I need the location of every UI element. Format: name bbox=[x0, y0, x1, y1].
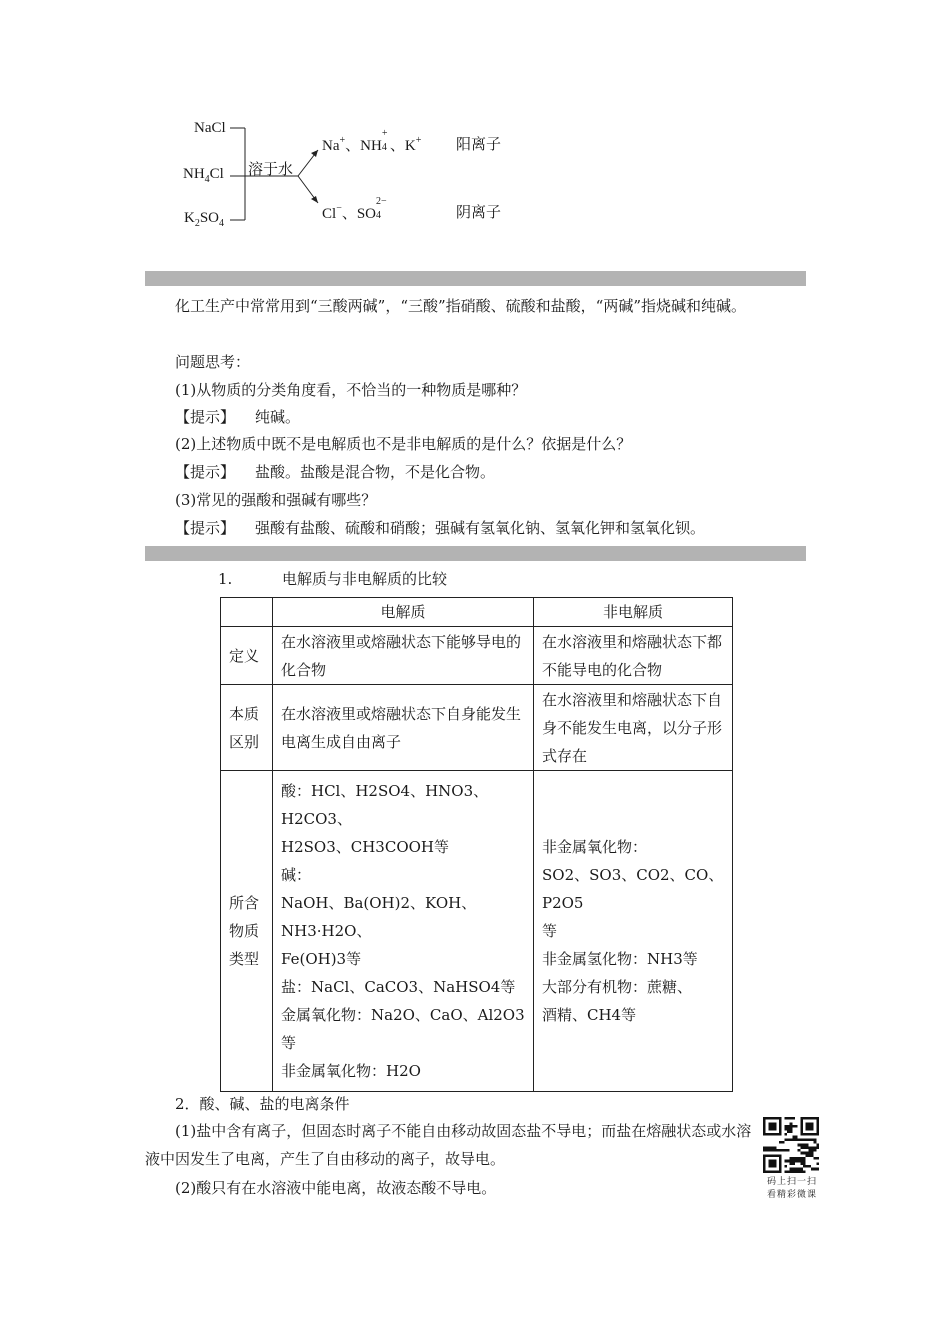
type-line: 等 bbox=[542, 922, 558, 940]
process-label: 溶于水 bbox=[248, 160, 294, 178]
reactant-k2so4 bbox=[184, 210, 224, 227]
separator: 、 bbox=[389, 138, 405, 154]
na-charge: + bbox=[339, 135, 346, 146]
so-text: SO bbox=[199, 210, 220, 226]
row-label-essence: 本质区别 bbox=[221, 685, 273, 771]
header-nonelectrolyte: 非电解质 bbox=[534, 598, 733, 627]
table-header-row bbox=[221, 598, 733, 627]
type-line: 非金属氧化物：H2O bbox=[281, 1062, 421, 1080]
types-electrolyte-list bbox=[281, 777, 525, 1085]
nh4-subscript: 4 bbox=[204, 174, 210, 185]
paragraph-text: (1)盐中含有离子，但固态时离子不能自由移动故固态盐不导电；而盐在熔融状态或水溶液中因发生了电离，产生了自由移动的离子，故导电。 bbox=[145, 1122, 752, 1168]
table-corner-cell bbox=[221, 598, 273, 627]
intro-paragraph bbox=[145, 292, 810, 320]
cl-charge: − bbox=[336, 203, 342, 214]
nh4-sub: 4 bbox=[381, 142, 387, 153]
nh4-indices bbox=[381, 128, 390, 153]
so4-charge: 2− bbox=[376, 196, 387, 207]
definition-electrolyte: 在水溶液里或熔融状态下能够导电的化合物 bbox=[273, 627, 534, 685]
section-1-title: 电解质与非电解质的比较 bbox=[282, 570, 448, 588]
section-1-number: 1. bbox=[218, 570, 233, 588]
type-line: 酒精、CH4等 bbox=[542, 1006, 637, 1024]
comparison-table bbox=[220, 597, 733, 1092]
anion-label: 阴离子 bbox=[456, 203, 502, 221]
cl-text: Cl bbox=[209, 166, 224, 182]
hint-tag: 【提示】 bbox=[175, 408, 236, 426]
section-divider bbox=[145, 546, 806, 561]
answer-text: 强酸有盐酸、硫酸和硝酸；强碱有氢氧化钠、氢氧化钾和氢氧化钡。 bbox=[255, 519, 706, 537]
row-label-types: 所含物质类型 bbox=[221, 771, 273, 1092]
type-line: NaOH、Ba(OH)2、KOH、NH3·H2O、 bbox=[281, 894, 477, 940]
answer-text: 盐酸。盐酸是混合物，不是化合物。 bbox=[255, 463, 496, 481]
table-row-types bbox=[221, 771, 733, 1092]
k-ion: K bbox=[404, 138, 416, 154]
answer-2 bbox=[175, 462, 495, 482]
section-2-title: 2．酸、碱、盐的电离条件 bbox=[175, 1095, 350, 1113]
type-line: 酸：HCl、H2SO4、HNO3、H2CO3、 bbox=[281, 782, 489, 828]
type-line: 盐：NaCl、CaCO3、NaHSO4等 bbox=[281, 978, 516, 996]
reactant-nacl bbox=[194, 120, 226, 137]
nh4-ion: NH bbox=[360, 138, 382, 154]
intro-text: 化工生产中常常用到“三酸两碱”，“三酸”指硝酸、硫酸和盐酸，“两碱”指烧碱和纯碱。 bbox=[175, 297, 747, 315]
type-line: 大部分有机物：蔗糖、 bbox=[542, 978, 693, 996]
table-row-definition bbox=[221, 627, 733, 685]
separator: 、 bbox=[345, 138, 361, 154]
separator: 、 bbox=[341, 206, 357, 222]
type-line: 非金属氢化物：NH3等 bbox=[542, 950, 698, 968]
type-line: 金属氧化物：Na2O、CaO、Al2O3等 bbox=[281, 1006, 525, 1052]
section-2-paragraph-1 bbox=[145, 1117, 753, 1173]
qr-code-icon[interactable] bbox=[763, 1117, 819, 1173]
row-label-definition: 定义 bbox=[221, 627, 273, 685]
type-line: 非金属氧化物： bbox=[542, 838, 648, 856]
nacl-text: NaCl bbox=[194, 120, 226, 136]
qr-caption-line-1: 码上扫一扫 bbox=[766, 1177, 817, 1187]
k-charge: + bbox=[415, 135, 422, 146]
header-electrolyte: 电解质 bbox=[273, 598, 534, 627]
reactant-nh4cl bbox=[183, 166, 224, 183]
types-nonelectrolyte bbox=[534, 771, 733, 1092]
table-row-essence bbox=[221, 685, 733, 771]
essence-nonelectrolyte: 在水溶液里和熔融状态下自身不能发生电离，以分子形式存在 bbox=[534, 685, 733, 771]
nh4-charge: + bbox=[381, 128, 388, 139]
type-line: Fe(OH)3等 bbox=[281, 950, 362, 968]
cations-formula bbox=[322, 128, 422, 155]
question-1: (1)从物质的分类角度看，不恰当的一种物质是哪种？ bbox=[175, 381, 527, 399]
section-2-paragraph-2: (2)酸只有在水溶液中能电离，故液态酸不导电。 bbox=[175, 1179, 497, 1197]
types-electrolyte bbox=[273, 771, 534, 1092]
so4-subscript: 4 bbox=[219, 218, 225, 229]
nh-text: NH bbox=[183, 166, 205, 182]
types-nonelectrolyte-list bbox=[542, 833, 724, 1029]
type-line: H2SO3、CH3COOH等 bbox=[281, 838, 449, 856]
section-divider bbox=[145, 271, 806, 286]
answer-text: 纯碱。 bbox=[255, 408, 301, 426]
k-text: K bbox=[184, 210, 195, 226]
so4-sub: 4 bbox=[376, 210, 382, 221]
so4-indices bbox=[376, 196, 392, 221]
cation-label: 阳离子 bbox=[456, 135, 502, 153]
na-ion: Na bbox=[322, 138, 340, 154]
essence-electrolyte: 在水溶液里或熔融状态下自身能发生电离生成自由离子 bbox=[273, 685, 534, 771]
answer-1 bbox=[175, 407, 300, 427]
hint-tag: 【提示】 bbox=[175, 519, 236, 537]
answer-3 bbox=[175, 518, 705, 538]
question-2: (2)上述物质中既不是电解质也不是非电解质的是什么？依据是什么？ bbox=[175, 435, 632, 453]
cl-ion: Cl bbox=[322, 206, 337, 222]
question-3: (3)常见的强酸和强碱有哪些？ bbox=[175, 491, 377, 509]
definition-nonelectrolyte: 在水溶液里和熔融状态下都不能导电的化合物 bbox=[534, 627, 733, 685]
k2-subscript: 2 bbox=[194, 218, 200, 229]
type-line: SO2、SO3、CO2、CO、P2O5 bbox=[542, 866, 724, 912]
type-line: 碱： bbox=[281, 866, 312, 884]
qr-caption-line-2: 看精彩微课 bbox=[766, 1190, 817, 1200]
hint-tag: 【提示】 bbox=[175, 463, 236, 481]
question-prompt: 问题思考： bbox=[175, 353, 251, 371]
anions-formula bbox=[322, 196, 392, 223]
so4-ion: SO bbox=[356, 206, 377, 222]
